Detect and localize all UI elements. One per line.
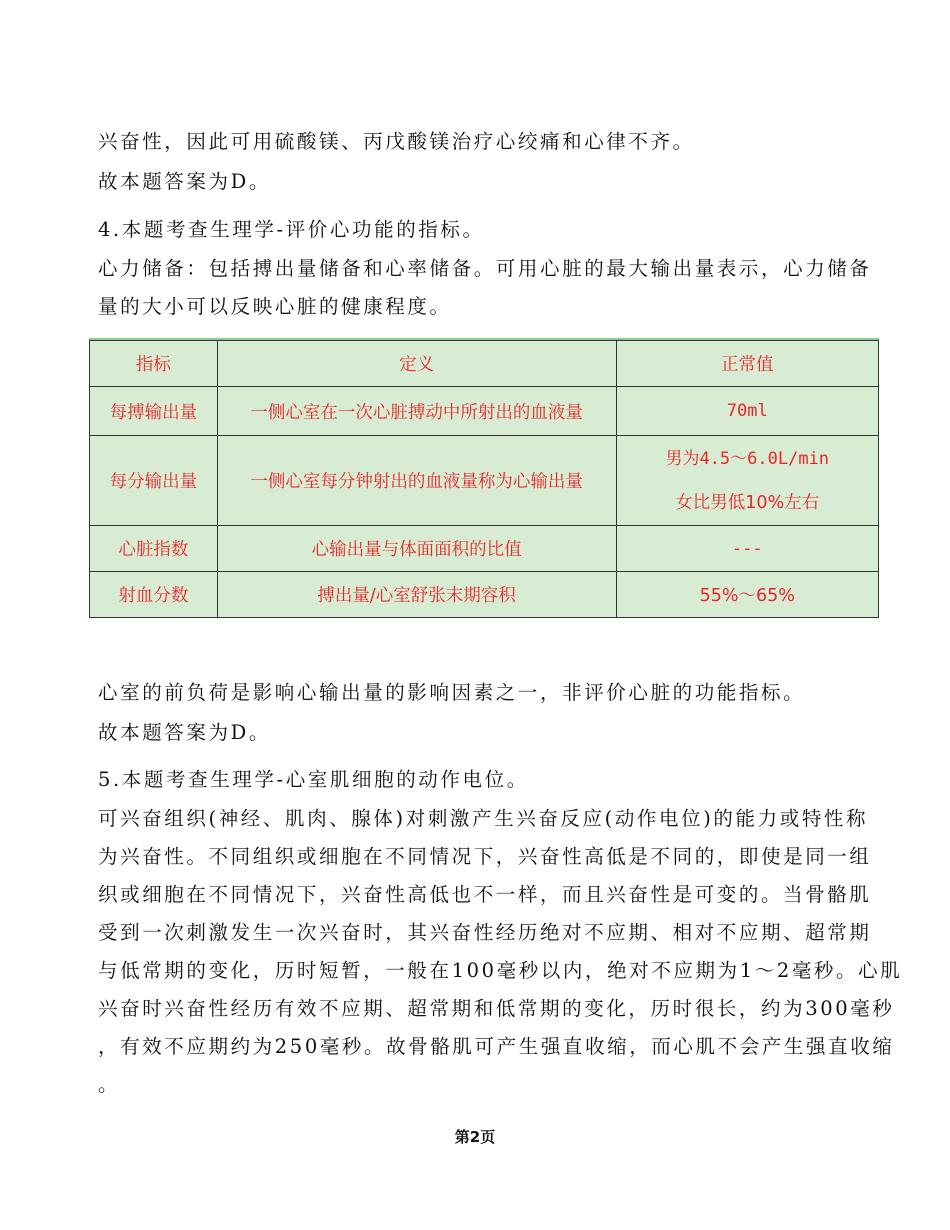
normal-value-line: 女比男低10%左右 [675,492,820,513]
paragraph-line: 量的大小可以反映心脏的健康程度。 [98,295,452,318]
answer-line: 故本题答案为D。 [98,170,271,193]
paragraph-line: 受到一次刺激发生一次兴奋时，其兴奋性经历绝对不应期、相对不应期、超常期 [98,921,872,944]
normal-value-cell: --- [616,526,878,572]
normal-value-cell [616,436,878,526]
indicator-cell: 心脏指数 [90,526,218,572]
paragraph-line: 。 [98,1073,121,1096]
definition-cell: 一侧心室在一次心脏搏动中所射出的血液量 [217,387,616,436]
answer-line: 故本题答案为D。 [98,721,271,744]
table-header-cell: 定义 [217,341,616,387]
indicator-cell: 每分输出量 [90,436,218,526]
question-5-body [98,800,903,1104]
question-4-body [98,250,870,326]
table-row [90,572,879,618]
definition-cell: 搏出量/心室舒张末期容积 [217,572,616,618]
table-row [90,526,879,572]
indicator-cell: 射血分数 [90,572,218,618]
table-header-row [90,341,879,387]
definition-cell: 心输出量与体面面积的比值 [217,526,616,572]
paragraph-line: 兴奋时兴奋性经历有效不应期、超常期和低常期的变化，历时很长，约为300毫秒 [98,997,895,1020]
normal-value-line: 男为4.5～6.0L/min [665,448,830,469]
paragraph-line: 为兴奋性。不同组织或细胞在不同情况下，兴奋性高低是不同的，即使是同一组 [98,845,872,868]
page-number: 第2页 [454,1128,496,1146]
table-header-cell: 指标 [90,341,218,387]
table-row [90,436,879,526]
paragraph-line: 织或细胞在不同情况下，兴奋性高低也不一样，而且兴奋性是可变的。当骨骼肌 [98,883,872,906]
indicator-table [89,340,879,618]
table-header-cell: 正常值 [616,341,878,387]
paragraph-line: 可兴奋组织(神经、肌肉、腺体)对刺激产生兴奋反应(动作电位)的能力或特性称 [98,807,869,830]
question-5-title: 5.本题考查生理学-心室肌细胞的动作电位。 [98,768,529,791]
paragraph-line: 与低常期的变化，历时短暂，一般在100毫秒以内，绝对不应期为1～2毫秒。心肌 [98,959,903,982]
normal-value-cell: 55%～65% [616,572,878,618]
question-4-title: 4.本题考查生理学-评价心功能的指标。 [98,218,485,241]
indicator-cell: 每搏输出量 [90,387,218,436]
normal-value-cell: 70ml [616,387,878,436]
paragraph-line: 心力储备：包括搏出量储备和心率储备。可用心脏的最大输出量表示，心力储备 [98,257,872,280]
paragraph-line: ，有效不应期约为250毫秒。故骨骼肌可产生强直收缩，而心肌不会产生强直收缩 [98,1035,895,1058]
table-row [90,387,879,436]
definition-cell: 一侧心室每分钟射出的血液量称为心输出量 [217,436,616,526]
paragraph-line: 心室的前负荷是影响心输出量的影响因素之一，非评价心脏的功能指标。 [98,681,806,704]
paragraph-line: 兴奋性，因此可用硫酸镁、丙戊酸镁治疗心绞痛和心律不齐。 [98,130,695,153]
